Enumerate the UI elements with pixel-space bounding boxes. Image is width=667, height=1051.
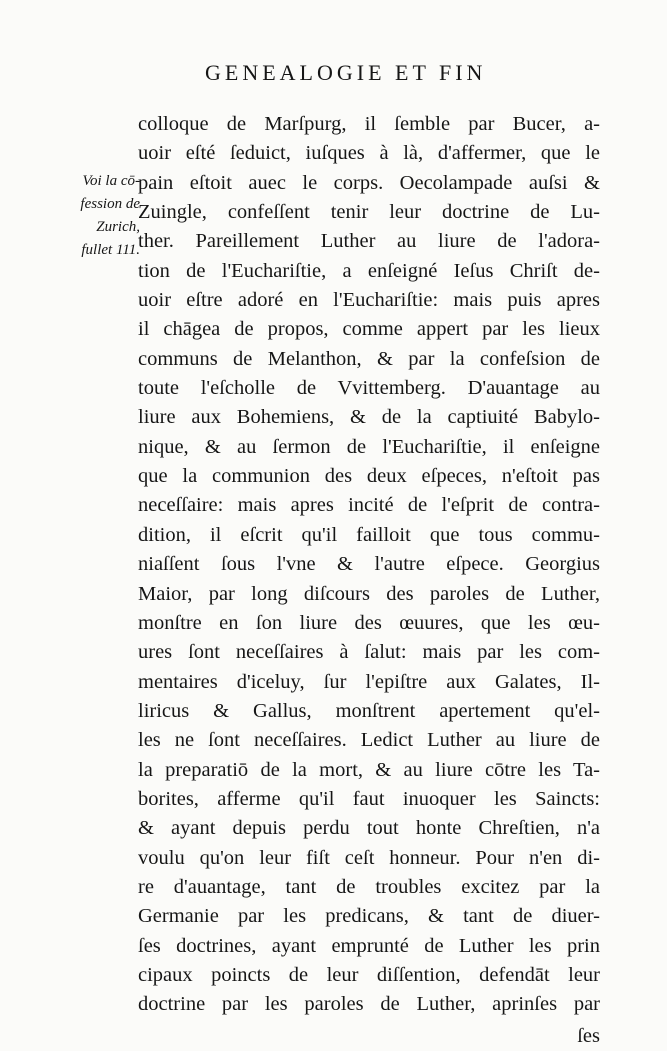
text-line: voulu qu'on leur fiſt ceſt honneur. Pour n'en di- [138, 846, 600, 869]
text-line: liure aux Bohemiens, & de la captiuité Babylo- [138, 406, 600, 429]
margin-note [58, 170, 140, 262]
text-line: borites, afferme qu'il faut inuoquer les Saincts: [138, 787, 600, 810]
text-line: neceſſaire: mais apres incité de l'eſprit de contra- [138, 494, 600, 517]
text-line: liricus & Gallus, monſtrent apertement qu'el- [138, 699, 600, 722]
text-line: Germanie par les predicans, & tant de diuer- [138, 905, 600, 928]
text-line: & ayant depuis perdu tout honte Chreſtien, n'a [138, 817, 600, 840]
margin-note-line: Voi la cō- [82, 173, 140, 189]
margin-note-line: Zurich, [96, 219, 140, 235]
text-line: Zuingle, confeſſent tenir leur doctrine de Lu- [138, 201, 600, 224]
text-line: cipaux poincts de leur diſſention, defendāt leur [138, 963, 600, 986]
margin-note-line: fession de [80, 196, 140, 212]
body-text [138, 110, 600, 1051]
text-line: niaſſent ſous l'vne & l'autre eſpece. Georgius [138, 553, 600, 576]
text-line: dition, il eſcrit qu'il failloit que tous commu- [138, 523, 600, 546]
text-line: mentaires d'iceluy, ſur l'epiſtre aux Galates, Il- [138, 670, 600, 693]
margin-note-line: fullet 111. [81, 242, 140, 258]
text-line: communs de Melanthon, & par la confeſsion de [138, 347, 600, 370]
text-line: ures ſont neceſſaires à ſalut: mais par les com- [138, 641, 600, 664]
catchword: ſes [577, 1024, 600, 1047]
text-line: uoir eſtre adoré en l'Euchariſtie: mais puis apres [138, 289, 600, 312]
text-line: pain eſtoit auec le corps. Oecolampade auſsi & [138, 171, 600, 194]
text-line: les ne ſont neceſſaires. Ledict Luther au liure de [138, 729, 600, 752]
text-line: doctrine par les paroles de Luther, aprinſes par [138, 993, 600, 1016]
text-line: nique, & au ſermon de l'Euchariſtie, il enſeigne [138, 435, 600, 458]
text-line: tion de l'Euchariſtie, a enſeigné Ieſus Chriſt de- [138, 259, 600, 282]
text-line: re d'auantage, tant de troubles excitez par la [138, 875, 600, 898]
running-head: GENEALOGIE ET FIN [205, 60, 487, 85]
text-line: ſes doctrines, ayant emprunté de Luther les prin [138, 934, 600, 957]
text-line: uoir eſté ſeduict, iuſques à là, d'affermer, que le [138, 142, 600, 165]
text-line: monſtre en ſon liure des œuures, que les œu- [138, 611, 600, 634]
text-line: ther. Pareillement Luther au liure de l'adora- [138, 230, 600, 253]
text-line: la preparatiō de la mort, & au liure cōtre les Ta- [138, 758, 600, 781]
text-line: il chāgea de propos, comme appert par les lieux [138, 318, 600, 341]
text-line: Maior, par long diſcours des paroles de Luther, [138, 582, 600, 605]
text-line: que la communion des deux eſpeces, n'eſtoit pas [138, 465, 600, 488]
text-line: colloque de Marſpurg, il ſemble par Bucer, a- [138, 113, 600, 135]
text-line: toute l'eſcholle de Vvittemberg. D'auantage au [138, 377, 600, 400]
